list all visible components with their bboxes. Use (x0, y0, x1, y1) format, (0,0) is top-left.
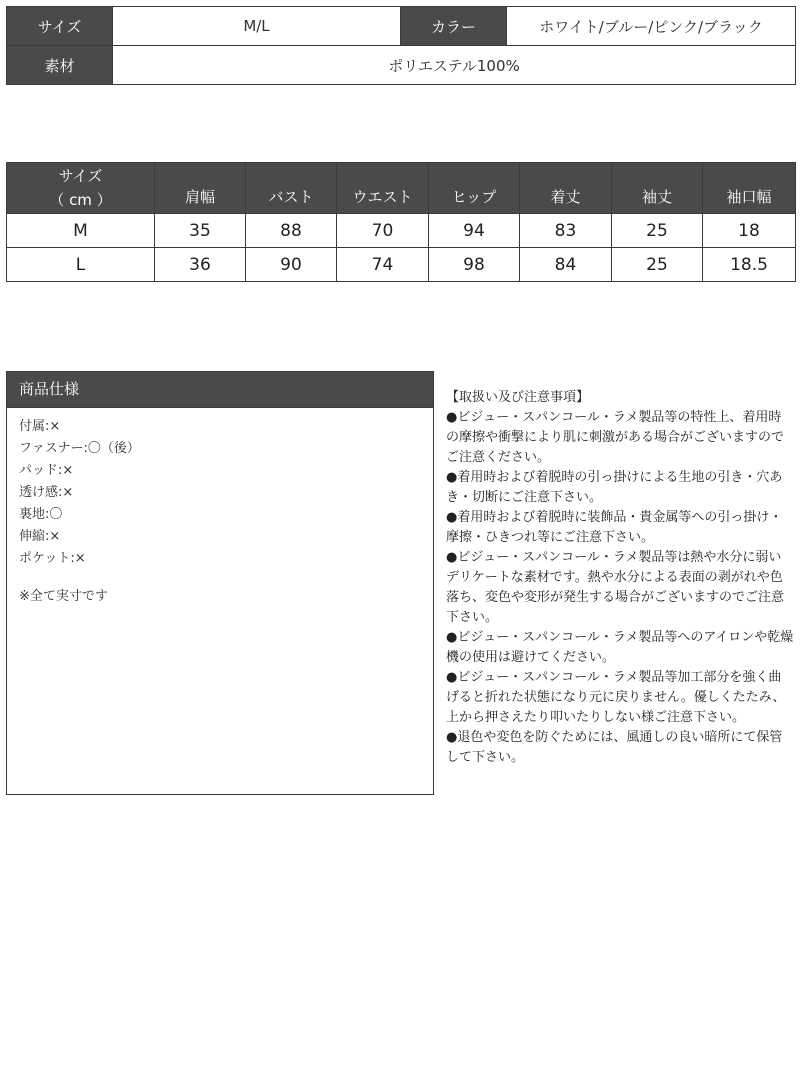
list-item: 付属:× (19, 419, 61, 434)
corner-label: サイズ (58, 167, 103, 185)
row-size: M (7, 214, 155, 248)
care-title: 【取扱い及び注意事項】 (446, 390, 590, 405)
spec-note: ※全て実寸です (19, 589, 108, 604)
header-cuff-width: 袖口幅 (703, 163, 796, 214)
size-table-header (7, 163, 796, 214)
table-cell: 36 (155, 248, 246, 282)
color-label: カラー (401, 7, 507, 46)
care-item: ●退色や変色を防ぐためには、風通しの良い暗所にて保管して下さい。 (446, 730, 783, 765)
care-item: ●ビジュー・スパンコール・ラメ製品等は熱や水分に弱いデリケートな素材です。熱や水分による表面の剥がれや色落ち、変色や変形が発生する場合がございますのでご注意下さい。 (446, 550, 785, 625)
list-item: 透け感:× (19, 485, 74, 500)
care-item: ●ビジュー・スパンコール・ラメ製品等へのアイロンや乾燥機の使用は避けてください。 (446, 630, 794, 665)
material-label: 素材 (7, 46, 113, 85)
header-length: 着丈 (520, 163, 612, 214)
size-value: M/L (113, 7, 401, 46)
color-value: ホワイト/ブルー/ピンク/ブラック (507, 7, 796, 46)
table-cell: 84 (520, 248, 612, 282)
list-item: ファスナー:〇（後） (19, 441, 140, 456)
table-cell: 90 (246, 248, 337, 282)
table-cell: 98 (429, 248, 520, 282)
table-cell: 18 (703, 214, 796, 248)
size-table (6, 162, 796, 282)
product-spec-box (6, 371, 434, 795)
size-table-corner (7, 163, 155, 214)
table-cell: 25 (612, 248, 703, 282)
list-item: 裏地:〇 (19, 507, 63, 522)
care-item: ●着用時および着脱時の引っ掛けによる生地の引き・穴あき・切断にご注意下さい。 (446, 470, 783, 505)
care-instructions (446, 388, 794, 768)
care-item: ●ビジュー・スパンコール・ラメ製品等の特性上、着用時の摩擦や衝撃により肌に刺激がある場合がございますのでご注意ください。 (446, 410, 785, 465)
corner-unit: （ cm ） (49, 191, 112, 209)
header-sleeve-length: 袖丈 (612, 163, 703, 214)
table-cell: 88 (246, 214, 337, 248)
list-item: パッド:× (19, 463, 74, 478)
table-cell: 94 (429, 214, 520, 248)
material-value: ポリエステル100% (113, 46, 796, 85)
table-cell: 18.5 (703, 248, 796, 282)
table-cell: 70 (337, 214, 429, 248)
spec-list (19, 416, 433, 570)
table-cell: 35 (155, 214, 246, 248)
spec-title: 商品仕様 (7, 372, 433, 408)
table-cell: 25 (612, 214, 703, 248)
table-cell: 74 (337, 248, 429, 282)
header-waist: ウエスト (337, 163, 429, 214)
table-row (7, 214, 796, 248)
info-row-size-color (7, 7, 796, 46)
size-label: サイズ (7, 7, 113, 46)
list-item: 伸縮:× (19, 529, 61, 544)
table-cell: 83 (520, 214, 612, 248)
header-bust: バスト (246, 163, 337, 214)
header-shoulder: 肩幅 (155, 163, 246, 214)
care-item: ●ビジュー・スパンコール・ラメ製品等加工部分を強く曲げると折れた状態になり元に戻りません。優しくたたみ、上から押さえたり叩いたりしない様ご注意下さい。 (446, 670, 786, 725)
product-info-table (6, 6, 796, 85)
row-size: L (7, 248, 155, 282)
list-item: ポケット:× (19, 551, 86, 566)
care-item: ●着用時および着脱時に装飾品・貴金属等への引っ掛け・摩擦・ひきつれ等にご注意下さい。 (446, 510, 783, 545)
info-row-material (7, 46, 796, 85)
header-hip: ヒップ (429, 163, 520, 214)
table-row (7, 248, 796, 282)
